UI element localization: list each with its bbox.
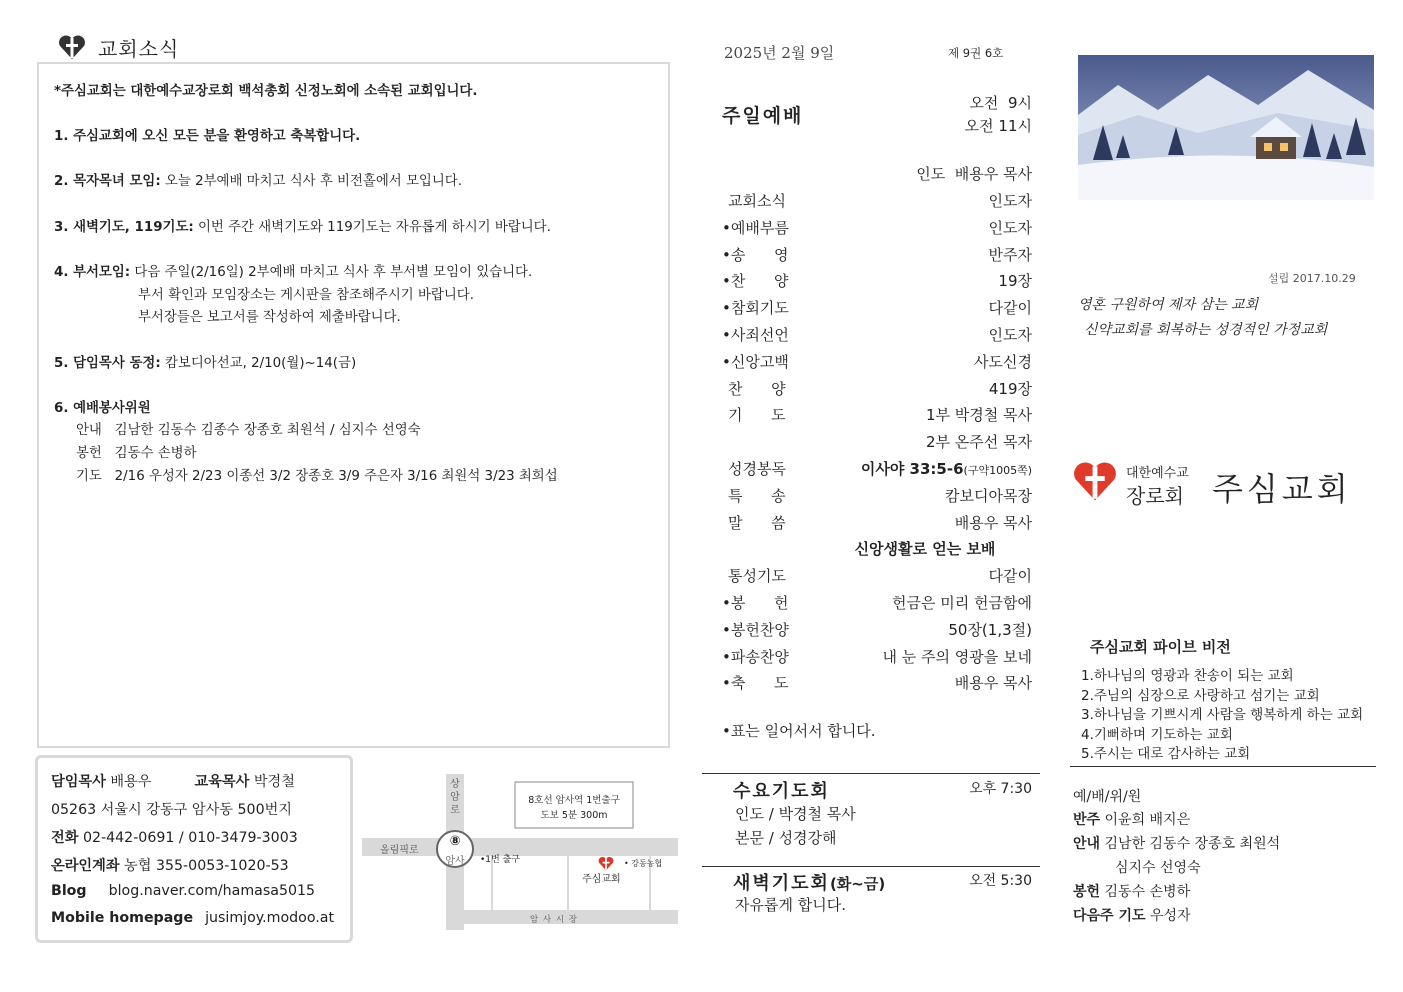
order-item-label: •신앙고백 — [722, 352, 789, 371]
motto-1: 영혼 구원하여 제자 삼는 교회 — [1078, 297, 1259, 313]
contact-box — [35, 755, 353, 943]
mobile-line: Mobile homepage jusimjoy.modoo.at — [51, 910, 335, 926]
bulletin-volume: 제 9권 6호 — [948, 46, 1004, 60]
road-sangam: 상암로 — [450, 779, 460, 816]
news-item-6-prayer: 기도 2/16 우성자 2/23 이종선 3/2 장종호 3/9 주은자 3/16 최원석 3/23 최희섭 — [76, 469, 558, 484]
role-usher: 안내 김남한 김동수 장종호 최원석 — [1073, 836, 1281, 852]
role-pianist: 반주 이윤희 배지은 — [1073, 812, 1191, 828]
order-item-value: 50장(1,3절) — [948, 620, 1032, 639]
station-number: ⑧ — [449, 834, 461, 849]
order-item-value: 419장 — [988, 379, 1032, 398]
order-item-value: 내 눈 주의 영광을 보네 — [882, 647, 1032, 666]
worship-order-row — [722, 351, 1032, 371]
service-leader: 인도 배용우 목사 — [916, 165, 1032, 183]
vision-item: 2.주님의 심장으로 사랑하고 섬기는 교회 — [1081, 687, 1320, 704]
worship-order-row — [722, 565, 1032, 585]
sermon-title: 신앙생활로 얻는 보배 — [854, 540, 996, 558]
news-item-6: 6. 예배봉사위원 — [54, 401, 151, 416]
news-title: 교회소식 — [98, 36, 180, 61]
order-item-label: •봉 헌 — [722, 594, 789, 612]
worship-order-row — [722, 431, 1032, 451]
order-item-label: •찬 양 — [722, 272, 789, 291]
news-item-6-offering: 봉헌 김동수 손병하 — [76, 446, 197, 461]
worship-order-row — [722, 592, 1032, 612]
divider-roles — [1070, 766, 1376, 767]
order-item-value: 배용우 목사 — [954, 513, 1032, 532]
address: 05263 서울시 강동구 암사동 500번지 — [51, 802, 293, 818]
worship-order-row — [722, 485, 1032, 505]
order-item-label: 특 송 — [728, 486, 786, 505]
worship-order-row — [722, 270, 1032, 290]
bank-label: • 강동농협 — [624, 859, 663, 868]
worship-order-row — [722, 646, 1032, 666]
service-time-2: 오전 11시 — [964, 117, 1032, 135]
worship-order-row — [722, 190, 1032, 210]
account-line: 온라인계좌 농협 355-0053-1020-53 — [51, 858, 289, 874]
vision-item: 5.주시는 대로 감사하는 교회 — [1081, 746, 1251, 762]
worship-order-row — [722, 672, 1032, 692]
divider-dawn — [702, 866, 1040, 867]
blog-line: Blog blog.naver.com/hamasa5015 — [51, 883, 316, 899]
station-name: 암사 — [445, 856, 465, 867]
order-item-label: •봉헌찬양 — [722, 620, 789, 639]
news-item-6-guide: 안내 김남한 김동수 김종수 장종호 최원석 / 심지수 선영숙 — [76, 423, 421, 438]
order-item-label: 말 씀 — [728, 513, 786, 532]
order-item-label: 교회소식 — [728, 192, 786, 210]
roles-title: 예/배/위/원 — [1073, 789, 1142, 805]
order-item-label: •참회기도 — [722, 299, 789, 318]
role-offering: 봉헌 김동수 손병하 — [1073, 884, 1191, 900]
service-title: 주일예배 — [722, 105, 804, 127]
vision-title: 주심교회 파이브 비전 — [1090, 638, 1231, 656]
exit-label: •1번 출구 — [480, 855, 520, 865]
worship-order-row — [722, 378, 1032, 398]
directions-line2: 도보 5분 300m — [540, 810, 608, 821]
order-item-value: 캄보디아목장 — [945, 486, 1032, 505]
vision-item: 3.하나님을 기쁘시게 사람을 행복하게 하는 교회 — [1081, 707, 1364, 723]
worship-order-row — [722, 217, 1032, 237]
worship-order-row — [722, 512, 1032, 532]
church-map-label: 주심교회 — [582, 874, 621, 885]
location-map — [360, 770, 680, 940]
order-item-value: 다같이 — [988, 567, 1032, 586]
news-item-5: 5. 담임목사 동정: 캄보디아선교, 2/10(월)~14(금) — [54, 356, 357, 371]
order-item-value: 19장 — [998, 272, 1032, 291]
wed-leader: 인도 / 박경철 목사 — [735, 805, 856, 823]
news-item-4-line2: 부서 확인과 모임장소는 게시판을 참조해주시기 바랍니다. — [138, 288, 474, 303]
news-item-4: 4. 부서모임: 다음 주일(2/16일) 2부예배 마치고 식사 후 부서별 모임이 있습니다. — [54, 265, 533, 280]
standing-note: •표는 일어서서 합니다. — [722, 722, 876, 740]
order-item-label: •파송찬양 — [722, 647, 789, 666]
order-item-value: 헌금은 미리 헌금함에 — [892, 594, 1032, 612]
wed-title: 수요기도회 — [733, 781, 830, 802]
news-box — [37, 62, 670, 748]
order-item-label: •예배부름 — [722, 218, 789, 237]
dawn-text: 자유롭게 합니다. — [735, 896, 846, 914]
worship-order-row — [722, 619, 1032, 639]
order-item-label: 성경봉독 — [728, 460, 786, 478]
logo-denomination-big: 장로회 — [1126, 484, 1184, 508]
road-olympic: 올림픽로 — [380, 845, 419, 856]
dawn-time: 오전 5:30 — [969, 873, 1032, 889]
vision-item: 4.기뻐하며 기도하는 교회 — [1081, 726, 1233, 743]
order-item-label: 기 도 — [728, 406, 786, 425]
order-item-value: 2부 온주선 목자 — [925, 433, 1032, 452]
order-item-value: 1부 박경철 목사 — [925, 406, 1032, 425]
worship-order-row — [722, 297, 1032, 317]
order-item-value: 인도자 — [988, 326, 1032, 344]
order-item-value: 인도자 — [988, 218, 1032, 237]
logo-church-name: 주심교회 — [1212, 470, 1352, 508]
order-item-value: 반주자 — [988, 245, 1032, 264]
order-item-label: •사죄선언 — [722, 326, 789, 344]
established: 설립 2017.10.29 — [1268, 272, 1356, 285]
service-time-1: 오전 9시 — [969, 94, 1032, 112]
market-label: 암 사 시 장 — [530, 915, 578, 925]
church-map-icon — [598, 856, 614, 871]
phone-line: 전화 02-442-0691 / 010-3479-3003 — [51, 830, 298, 846]
order-item-value: 배용우 목사 — [954, 674, 1032, 693]
vision-item: 1.하나님의 영광과 찬송이 되는 교회 — [1081, 668, 1294, 684]
worship-order-row — [722, 404, 1032, 424]
scripture: 이사야 33:5-6(구약1005쪽) — [860, 460, 1032, 478]
logo-denomination-small: 대한예수교 — [1126, 466, 1189, 481]
order-item-value: 다같이 — [988, 299, 1032, 318]
winter-cover-image — [1078, 55, 1374, 200]
heart-cross-icon — [58, 34, 86, 60]
divider-wed — [702, 773, 1040, 774]
order-item-label: 통성기도 — [728, 567, 786, 586]
motto-2: 신약교회를 회복하는 성경적인 가정교회 — [1084, 322, 1328, 338]
directions-line1: 8호선 암사역 1번출구 — [528, 795, 620, 806]
church-logo — [1072, 458, 1372, 508]
order-item-label: •축 도 — [722, 674, 789, 693]
order-item-label: 찬 양 — [728, 379, 786, 398]
order-item-label: •송 영 — [722, 245, 789, 264]
role-usher-2: 심지수 선영숙 — [1115, 860, 1201, 876]
role-next-prayer: 다음주 기도 우성자 — [1073, 908, 1191, 924]
worship-order-row — [722, 244, 1032, 264]
dawn-title: 새벽기도회(화~금) — [733, 873, 886, 894]
wed-text: 본문 / 성경강해 — [735, 829, 837, 847]
mobile-link[interactable]: jusimjoy.modoo.at — [205, 910, 335, 926]
church-logo-icon — [1072, 460, 1118, 502]
news-item-3: 3. 새벽기도, 119기도: 이번 주간 새벽기도와 119기도는 자유롭게 하시기 바랍니다. — [54, 220, 551, 235]
news-item-2: 2. 목자목녀 모임: 오늘 2부예배 마치고 식사 후 비전홀에서 모입니다. — [54, 174, 462, 189]
news-intro: *주심교회는 대한예수교장로회 백석총회 신정노회에 소속된 교회입니다. — [54, 84, 478, 99]
worship-order-row — [722, 324, 1032, 344]
news-item-1: 1. 주심교회에 오신 모든 분을 환영하고 축복합니다. — [54, 129, 361, 144]
wed-time: 오후 7:30 — [969, 781, 1032, 797]
order-item-value: 사도신경 — [974, 352, 1032, 371]
order-item-value: 인도자 — [988, 192, 1032, 210]
bulletin-date: 2025년 2월 9일 — [724, 44, 835, 62]
pastor-line: 담임목사 배용우 교육목사 박경철 — [51, 774, 295, 790]
news-item-4-line3: 부서장들은 보고서를 작성하여 제출바랍니다. — [138, 310, 401, 325]
news-header — [58, 32, 179, 62]
blog-link[interactable]: blog.naver.com/hamasa5015 — [108, 883, 316, 899]
